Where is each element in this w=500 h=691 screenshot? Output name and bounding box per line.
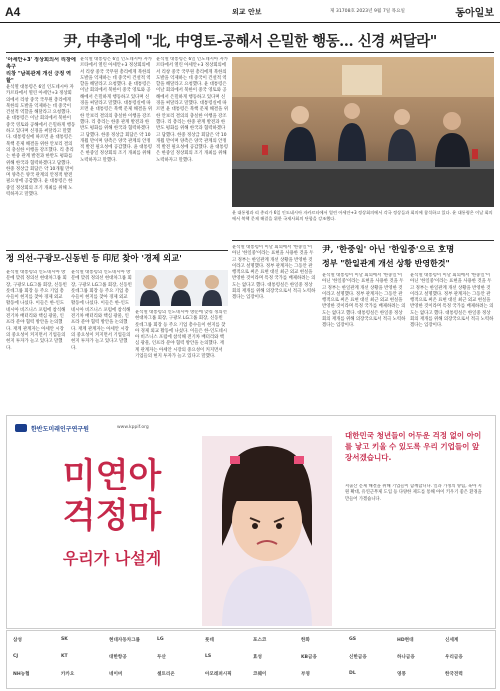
story3-col-1 (6, 270, 68, 405)
sponsor-logo: 현대자동차그룹 (109, 638, 141, 643)
main-subhead-1: '아세안+3' 정상회의서 리창에 촉구 (6, 57, 76, 70)
sponsor-logos (6, 630, 496, 689)
sponsor-logo: 카카오 (61, 672, 75, 677)
ad-org: 한반도미래인구연구원 (31, 426, 89, 433)
story2-body-1: 윤석열 대통령이 이날 회의에서 '한중일'이 아닌 '한일중'이라는 표현을 사용한 것을 두고 정부는 한일관계 개선 상황을 반영한 것이라고 설명했다. 정부 관계자는 그동안 관행적으로 써온 표현 대신 최근 외교 현실을 반영한 것이라며 특정 국가를 배제하려는 의도는 없다고 했다. 대통령실은 한일중 정상회의 재개를 위해 의장국으로서 적극 노력하겠다는 입장이다. (232, 245, 316, 301)
page-header (0, 0, 500, 23)
sponsor-logo: LS (205, 654, 212, 659)
sponsor-logo: 대한항공 (109, 655, 127, 660)
story2-headline: 尹, '한중일' 아닌 '한일중'으로 호명 (322, 245, 455, 255)
sponsor-logo: CJ (13, 654, 19, 659)
main-subhead-2: 리창 "남북관계 개선 긍정 역할" (6, 71, 72, 84)
sponsor-logo: LG (157, 637, 164, 642)
sponsor-logo: 포스코 (253, 638, 267, 643)
masthead: 동아일보 (455, 8, 494, 19)
ad-headline-line-1: 미연아 (62, 456, 162, 496)
ad-logo-icon (15, 424, 27, 432)
main-article-col-1 (6, 57, 76, 247)
executives-portraits (135, 270, 228, 306)
section-title: 외교 안보 (232, 8, 262, 16)
ad-headline-line-2: 걱정마 (62, 496, 162, 536)
sponsor-logo: 영풍 (397, 672, 406, 677)
ad-side-title: 대한민국 청년들이 어두운 걱정 없이 아이를 낳고 키울 수 있도록 우리 기업들이 앞장서겠습니다. (345, 431, 482, 462)
main-body-3: 윤석열 대통령은 6일 인도네시아 자카르타에서 열린 아세안+3 정상회의에서 리창 중국 국무원 총리에게 북한의 도발을 억제하는 데 중국이 건설적 역할을 해달라고 요청했다. 윤 대통령은 이날 회의에서 북한이 중국 영토와 공해에서 은밀하게 행동하고 있다며 신경을 써달라고 말했다. 대통령실에 따르면 윤 대통령은 북핵 문제 해결을 위한 안보리 결의의 충실한 이행을 강조했다. 리 총리는 한중 관계 발전과 한반도 평화를 위해 한국과 협력하겠다고 답했다. 한중 정상급 회담은 약 10개월 만이며 양측은 양국 관계의 안정적 발전 필요성에 공감했다. 윤 대통령은 한중일 정상회의 조기 개최를 위해 노력하자고 말했다. (156, 57, 228, 163)
story3-body-2: 윤석열 대통령의 인도네시아 방문에 맞춰 정의선 현대차그룹 회장, 구광모 LG그룹 회장, 신동빈 롯데그룹 회장 등 주요 기업 총수들이 현지를 찾아 경제 외교 활동에 나섰다. 이들은 한-인도네시아 비즈니스 포럼에 참석해 전기차 배터리와 핵심 광물, 인프라 분야 협력 방안을 논의했다. 재계 관계자는 아세안 시장의 중요성이 커지면서 기업들의 현지 투자가 늘고 있다고 말했다. (71, 270, 132, 351)
story3-body-1: 윤석열 대통령의 인도네시아 방문에 맞춰 정의선 현대차그룹 회장, 구광모 LG그룹 회장, 신동빈 롯데그룹 회장 등 주요 기업 총수들이 현지를 찾아 경제 외교 활동에 나섰다. 이들은 한-인도네시아 비즈니스 포럼에 참석해 전기차 배터리와 핵심 광물, 인프라 분야 협력 방안을 논의했다. 재계 관계자는 아세안 시장의 중요성이 커지면서 기업들의 현지 투자가 늘고 있다고 말했다. (6, 270, 67, 351)
story2-col-3 (410, 273, 494, 405)
advertisement (6, 415, 496, 629)
sponsor-logo: 롯데 (205, 638, 214, 643)
sponsor-logo: NH농협 (13, 672, 30, 677)
sponsor-logo: 신한금융 (349, 655, 367, 660)
main-body-1: 윤석열 대통령은 6일 인도네시아 자카르타에서 열린 아세안+3 정상회의에서 리창 중국 국무원 총리에게 북한의 도발을 억제하는 데 중국이 건설적 역할을 해달라고 요청했다. 윤 대통령은 이날 회의에서 북한이 중국 영토와 공해에서 은밀하게 행동하고 있다며 신경을 써달라고 말했다. 대통령실에 따르면 윤 대통령은 북핵 문제 해결을 위한 안보리 결의의 충실한 이행을 강조했다. 리 총리는 한중 관계 발전과 한반도 평화를 위해 한국과 협력하겠다고 답했다. 한중 정상급 회담은 약 10개월 만이며 양측은 양국 관계의 안정적 발전 필요성에 공감했다. 윤 대통령은 한중일 정상회의 조기 개최를 위해 노력하자고 말했다. (6, 85, 76, 198)
sponsor-logo: 셀트리온 (157, 672, 175, 677)
sponsor-logo: 한국전력 (445, 672, 463, 677)
sponsor-logo: KT (61, 654, 68, 659)
photo-caption: 윤 대통령과 리 총리가 6일 인도네시아 자카르타에서 열린 아세안+3 정상회의에서 각국 정상들과 회의에 참석하고 있다. 윤 대통령은 이날 회의에서 북핵 문제 해결을 위한 국제사회의 단합을 강조했다. (232, 210, 493, 221)
headline-rule (6, 52, 494, 53)
story2-body-2: 윤석열 대통령이 이날 회의에서 '한중일'이 아닌 '한일중'이라는 표현을 사용한 것을 두고 정부는 한일관계 개선 상황을 반영한 것이라고 설명했다. 정부 관계자는 그동안 관행적으로 써온 표현 대신 최근 외교 현실을 반영한 것이라며 특정 국가를 배제하려는 의도는 없다고 했다. 대통령실은 한일중 정상회의 재개를 위해 의장국으로서 적극 노력하겠다는 입장이다. (322, 273, 406, 329)
ad-side-body: 저출산 문제 해결을 위해 기업들이 함께합니다. 일과 가정의 양립, 육아 지원 확대, 유연근무제 도입 등 다양한 제도를 통해 아이 키우기 좋은 환경을 만들어 가겠습니다. (345, 484, 482, 502)
sponsor-logo: KB금융 (301, 655, 317, 660)
ad-child-photo (202, 436, 332, 626)
main-body-2: 윤석열 대통령은 6일 인도네시아 자카르타에서 열린 아세안+3 정상회의에서 리창 중국 국무원 총리에게 북한의 도발을 억제하는 데 중국이 건설적 역할을 해달라고 요청했다. 윤 대통령은 이날 회의에서 북한이 중국 영토와 공해에서 은밀하게 행동하고 있다며 신경을 써달라고 말했다. 대통령실에 따르면 윤 대통령은 북핵 문제 해결을 위한 안보리 결의의 충실한 이행을 강조했다. 리 총리는 한중 관계 발전과 한반도 평화를 위해 한국과 협력하겠다고 답했다. 한중 정상급 회담은 약 10개월 만이며 양측은 양국 관계의 안정적 발전 필요성에 공감했다. 윤 대통령은 한중일 정상회의 조기 개최를 위해 노력하자고 말했다. (80, 57, 152, 163)
sponsor-logo: 삼성 (13, 638, 22, 643)
story3-body-3: 윤석열 대통령의 인도네시아 방문에 맞춰 정의선 현대차그룹 회장, 구광모 LG그룹 회장, 신동빈 롯데그룹 회장 등 주요 기업 총수들이 현지를 찾아 경제 외교 활동에 나섰다. 이들은 한-인도네시아 비즈니스 포럼에 참석해 전기차 배터리와 핵심 광물, 인프라 분야 협력 방안을 논의했다. 재계 관계자는 아세안 시장의 중요성이 커지면서 기업들의 현지 투자가 늘고 있다고 말했다. (135, 310, 227, 360)
main-article-col-2 (80, 57, 152, 247)
sponsor-logo: 부영 (301, 672, 310, 677)
sponsor-logo: 네이버 (109, 672, 123, 677)
sponsor-logo: 한화 (301, 638, 310, 643)
main-headline: 尹, 中총리에 "北, 中영토-공해서 은밀한 행동… 신경 써달라" (63, 33, 437, 50)
story2-body-3: 윤석열 대통령이 이날 회의에서 '한중일'이 아닌 '한일중'이라는 표현을 사용한 것을 두고 정부는 한일관계 개선 상황을 반영한 것이라고 설명했다. 정부 관계자는 그동안 관행적으로 써온 표현 대신 최근 외교 현실을 반영한 것이라며 특정 국가를 배제하려는 의도는 없다고 했다. 대통령실은 한일중 정상회의 재개를 위해 의장국으로서 적극 노력하겠다는 입장이다. (410, 273, 494, 329)
page-number: A4 (5, 5, 21, 19)
ad-headline (37, 456, 187, 536)
story3-col-2 (71, 270, 133, 405)
ad-url: www.kppif.org (117, 425, 149, 430)
sponsor-logo: 코웨이 (253, 672, 267, 677)
story3-col-3 (135, 310, 228, 405)
story2-subhead: 정부 "한일관계 개선 상황 반영한것" (322, 258, 450, 268)
issue-info: 제 31708호 2023년 9월 7일 목요일 (330, 9, 405, 14)
summit-photo (232, 57, 494, 207)
story2-col-1 (232, 245, 316, 405)
story2-rule (232, 240, 494, 241)
sponsor-logo: DL (349, 671, 356, 676)
sponsor-logo: 하나금융 (397, 655, 415, 660)
sponsor-logo: HD현대 (397, 638, 414, 643)
story3-rule (6, 250, 228, 251)
sponsor-logo: 신세계 (445, 638, 459, 643)
ad-tagline: 우리가 나설게 (62, 549, 162, 568)
sponsor-logo: 두산 (157, 655, 166, 660)
sponsor-logo: 우리금융 (445, 655, 463, 660)
sponsor-logo: 아모레퍼시픽 (205, 672, 232, 677)
story3-headline: 정 의선-구광모-신동빈 등 印尼 찾아 '경제 외교' (6, 253, 182, 263)
story2-col-2 (322, 273, 406, 405)
sponsor-logo: 효성 (253, 655, 262, 660)
sponsor-logo: GS (349, 637, 357, 642)
main-article-col-3 (156, 57, 228, 247)
sponsor-logo: SK (61, 637, 68, 642)
